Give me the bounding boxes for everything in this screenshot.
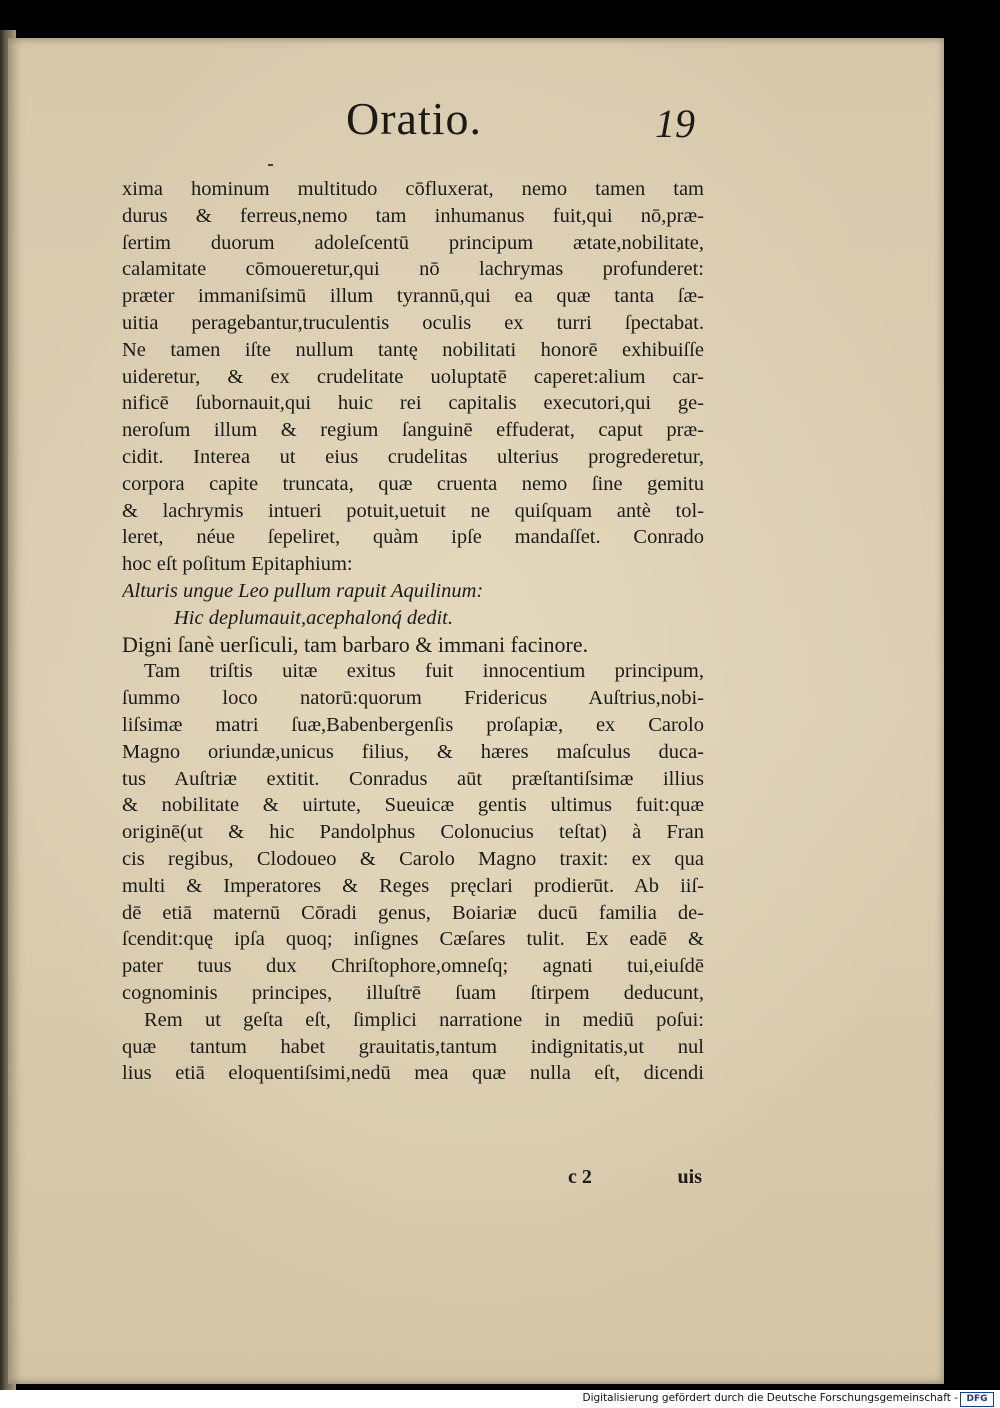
text-line: quæ tantum habet grauitatis,tantum indignitatis,ut nul	[122, 1035, 704, 1058]
text-line: multi & Imperatores & Reges pręclari prodierūt. Ab iiſ-	[122, 874, 704, 897]
page-title: Oratio.	[346, 93, 483, 144]
text-line: & lachrymis intueri potuit,uetuit ne quiſquam antè tol-	[122, 499, 704, 522]
text-line: neroſum illum & regium ſanguinē effuderat, caput præ-	[122, 419, 704, 442]
text-line: durus & ferreus,nemo tam inhumanus fuit,qui nō,præ-	[122, 204, 704, 227]
text-line: nificē ſubornauit,qui huic rei capitalis executori,qui ge-	[122, 392, 704, 415]
text-line: dē etiā maternū Cōradi genus, Boiariæ ducū familia de-	[122, 901, 704, 924]
text-line: cognominis principes, illuſtrē ſuam ſtirpem deducunt,	[122, 981, 704, 1004]
text-line: Rem ut geſta eſt, ſimplici narratione in mediū poſui:	[144, 1008, 704, 1031]
text-line: calamitate cōmoueretur,qui nō lachrymas profunderet:	[122, 258, 704, 281]
dfg-logo: DFG	[960, 1392, 994, 1407]
text-line: corpora capite truncata, quæ cruenta nemo ſine gemitu	[122, 472, 704, 495]
page-number: 19	[655, 101, 695, 146]
text-line: Digni ſanè uerſiculi, tam barbaro & immani facinore.	[122, 631, 589, 657]
epitaph-line: Alturis ungue Leo pullum rapuit Aquilinum:	[122, 579, 484, 602]
text-line: & nobilitate & uirtute, Sueuicæ gentis ultimus fuit:quæ	[122, 794, 704, 817]
signature-mark: c 2	[568, 1166, 592, 1188]
text-line: Ne tamen iſte nullum tantę nobilitati honorē exhibuiſſe	[122, 338, 704, 361]
epitaph-line: Hic deplumauit,acephalonq́ dedit.	[174, 606, 453, 629]
body-text	[122, 176, 704, 1087]
text-line: uitia peragebantur,truculentis oculis ex turri ſpectabat.	[122, 311, 704, 334]
text-line: cis regibus, Clodoueo & Carolo Magno traxit: ex qua	[122, 847, 704, 870]
page-foot	[122, 1166, 704, 1194]
text-line: originē(ut & hic Pandolphus Colonucius teſtat) à Fran	[122, 821, 704, 844]
text-line: ſcendit:quę ipſa quoq; inſignes Cæſares tulit. Ex eadē &	[122, 928, 704, 951]
text-line: ſummo loco natorū:quorum Fridericus Auſtrius,nobi-	[122, 687, 704, 710]
text-line: xima hominum multitudo cōfluxerat, nemo tamen tam	[122, 178, 704, 200]
text-line: leret, néue ſepeliret, quàm ipſe mandaſſet. Conrado	[122, 526, 704, 549]
digitization-credit: Digitalisierung gefördert durch die Deutsche Forschungsgemeinschaft -	[582, 1392, 958, 1404]
header-mark	[268, 164, 273, 166]
text-line: præter immaniſsimū illum tyrannū,qui ea quæ tanta ſæ-	[122, 285, 704, 308]
text-line: hoc eſt poſitum Epitaphium:	[122, 553, 353, 576]
text-line: cidit. Interea ut eius crudelitas ulterius progrederetur,	[122, 445, 704, 468]
text-line: pater tuus dux Chriſtophore,omneſq; agnati tui,eiuſdē	[122, 955, 704, 978]
text-line: lius etiā eloquentiſsimi,nedū mea quæ nulla eſt, dicendi	[122, 1062, 704, 1085]
catchword: uis	[677, 1166, 702, 1188]
text-line: ſertim duorum adoleſcentū principum ætate,nobilitate,	[122, 231, 704, 254]
text-line: tus Auſtriæ extitit. Conradus aūt præſtantiſsimæ illius	[122, 767, 704, 790]
bleed-through-text	[130, 92, 930, 172]
text-line: Tam triſtis uitæ exitus fuit innocentium principum,	[144, 660, 704, 683]
text-line: liſsimæ matri ſuæ,Babenbergenſis proſapiæ, ex Carolo	[122, 713, 704, 736]
text-line: uideretur, & ex crudelitate uoluptatē caperet:alium car-	[122, 365, 704, 388]
text-line: Magno oriundæ,unicus filius, & hæres maſculus duca-	[122, 740, 704, 763]
